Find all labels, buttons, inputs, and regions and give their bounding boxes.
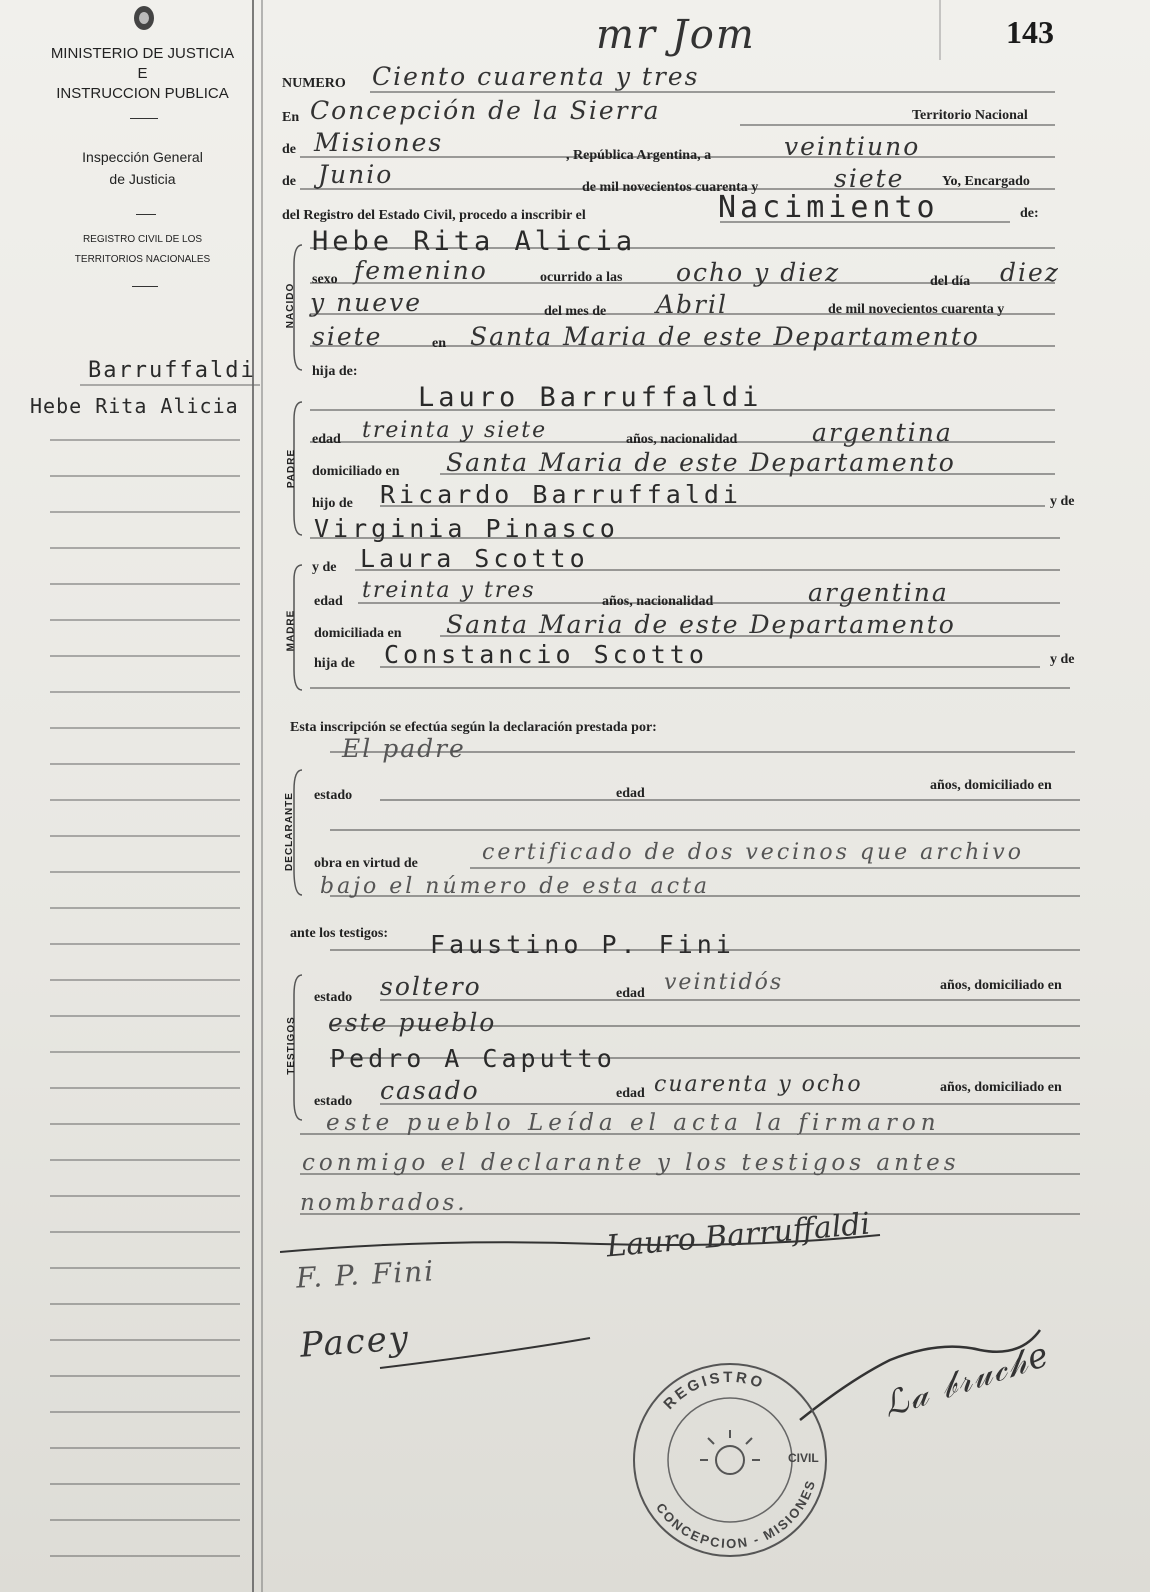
entry-nombre: Hebe Rita Alicia	[312, 226, 637, 257]
label-ante-testigos: ante los testigos:	[290, 926, 388, 941]
entry-anio: siete	[834, 164, 905, 193]
entry-padre-nacionalidad: argentina	[812, 418, 953, 447]
ministry-line: MINISTERIO DE JUSTICIA	[50, 45, 235, 62]
entry-cierre2: conmigo el declarante y los testigos antes	[302, 1150, 960, 1176]
official-signature: ℒ𝒶 𝒷𝓇𝓊𝒸𝒽𝑒	[878, 1334, 1056, 1426]
section-label-padre: PADRE	[286, 448, 298, 489]
registry-line: REGISTRO CIVIL DE LOS	[82, 234, 203, 245]
entry-testigo2-edad: cuarenta y ocho	[654, 1072, 863, 1097]
stamp-bottom-text: CONCEPCION - MISIONES	[653, 1477, 819, 1552]
ministry-line: E	[137, 65, 148, 82]
entry-madre-nombre: Laura Scotto	[360, 544, 589, 573]
label-y-de: y de	[1050, 652, 1075, 667]
entry-mes: Junio	[318, 160, 394, 189]
inspection-line: de Justicia	[109, 171, 176, 187]
section-label-madre: MADRE	[285, 609, 297, 652]
label-domiciliado-en: domiciliado en	[312, 464, 400, 479]
label-en: en	[432, 336, 446, 351]
entry-testigo2: Pedro A Caputto	[330, 1044, 616, 1073]
label-edad: edad	[314, 594, 343, 609]
label-en: En	[282, 110, 300, 125]
entry-madre-domicilio: Santa Maria de este Departamento	[446, 610, 956, 639]
registry-stamp	[630, 1338, 830, 1592]
label-estado: estado	[314, 788, 353, 803]
label-republica: , República Argentina, a	[566, 148, 712, 163]
entry-madre-edad: treinta y tres	[362, 578, 536, 603]
entry-lugar: Concepción de la Sierra	[310, 96, 661, 125]
entry-testigo1-edad: veintidós	[664, 970, 784, 995]
entry-abuelo-materno: Constancio Scotto	[384, 640, 708, 669]
registry-line: TERRITORIOS NACIONALES	[74, 254, 211, 265]
label-estado: estado	[314, 990, 353, 1005]
svg-text:REGISTRO	[660, 1369, 767, 1413]
stamp-top-text: REGISTRO	[660, 1368, 768, 1413]
label-edad: edad	[616, 786, 645, 801]
entry-testigo1-estado: soltero	[380, 972, 482, 1001]
entry-lugar-nac: Santa Maria de este Departamento	[470, 322, 980, 351]
label-y-de: y de	[312, 560, 337, 575]
entry-testigo2-estado: casado	[380, 1076, 480, 1105]
father-signature: Lauro Barruffaldi	[604, 1206, 872, 1265]
margin-surname: Barruffaldi	[88, 358, 256, 383]
margin-names: Hebe Rita Alicia	[30, 394, 239, 418]
entry-cierre1: este pueblo Leída el acta la firmaron	[326, 1110, 941, 1136]
entry-testigo1: Faustino P. Fini	[430, 930, 735, 959]
ministry-line: INSTRUCCION PUBLICA	[56, 85, 229, 102]
entry-numero: Ciento cuarenta y tres	[372, 62, 700, 91]
label-anos-domiciliado: años, domiciliado en	[940, 978, 1062, 993]
entry-abuela-paterna: Virginia Pinasco	[314, 514, 619, 543]
entry-hora: ocho y diez	[676, 258, 841, 287]
label-hija-de: hija de	[314, 656, 355, 671]
entry-padre-domicilio: Santa Maria de este Departamento	[446, 448, 956, 477]
section-label-nacido: NACIDO	[285, 282, 297, 329]
label-del-dia: del día	[930, 274, 971, 289]
label-yo-encargado: Yo, Encargado	[942, 174, 1030, 189]
entry-padre-nombre: Lauro Barruffaldi	[418, 382, 763, 413]
label-anos-nacionalidad: años, nacionalidad	[602, 594, 714, 609]
label-edad: edad	[312, 432, 341, 447]
section-label-declarante: DECLARANTE	[283, 792, 295, 871]
entry-testigo1-domicilio: este pueblo	[328, 1008, 497, 1037]
label-hija-de: hija de:	[312, 364, 358, 379]
label-de-mil: de mil novecientos cuarenta y	[582, 180, 759, 195]
entry-territorio: Misiones	[314, 128, 444, 157]
label-sexo: sexo	[312, 272, 338, 287]
label-y-de: y de	[1050, 494, 1075, 509]
label-territorio: Territorio Nacional	[912, 108, 1028, 123]
entry-sexo: femenino	[354, 256, 488, 285]
page-number: 143	[1006, 14, 1054, 50]
second-signature: Pacey	[298, 1318, 412, 1366]
entry-obra-virtud: certificado de dos vecinos que archivo bajo el número de esta acta	[320, 840, 1024, 899]
label-de: de	[282, 142, 296, 157]
entry-declarante: El padre	[342, 734, 466, 763]
entry-abuelo-paterno: Ricardo Barruffaldi	[380, 480, 742, 509]
sun-emblem-icon	[700, 1430, 760, 1474]
entry-cierre3: nombrados.	[300, 1190, 468, 1216]
label-ocurrido: ocurrido a las	[540, 270, 623, 285]
label-inscripcion: Esta inscripción se efectúa según la declaración prestada por:	[290, 720, 657, 735]
label-obra: obra en virtud de	[314, 856, 418, 871]
label-edad: edad	[616, 1086, 645, 1101]
label-domiciliada-en: domiciliada en	[314, 626, 402, 641]
label-numero: NUMERO	[282, 76, 346, 91]
entry-padre-edad: treinta y siete	[362, 418, 548, 443]
entry-madre-nacionalidad: argentina	[808, 578, 949, 607]
label-anos-domiciliado: años, domiciliado en	[940, 1080, 1062, 1095]
label-del-mes: del mes de	[544, 304, 607, 319]
label-anos-domiciliado: años, domiciliado en	[930, 778, 1052, 793]
entry-dia-nac2: y nueve	[310, 288, 422, 317]
label-edad: edad	[616, 986, 645, 1001]
label-estado: estado	[314, 1094, 353, 1109]
label-de: de	[282, 174, 296, 189]
entry-dia: veintiuno	[784, 132, 921, 161]
entry-mes-nac: Abril	[656, 290, 728, 319]
label-anos-nacionalidad: años, nacionalidad	[626, 432, 738, 447]
label-de-colon: de:	[1020, 206, 1039, 221]
witness-signature: F. P. Fini	[295, 1254, 436, 1295]
entry-anio-nac: siete	[312, 322, 383, 351]
label-hijo-de: hijo de	[312, 496, 353, 511]
section-label-testigos: TESTIGOS	[285, 1016, 297, 1075]
entry-acto: Nacimiento	[718, 190, 939, 225]
entry-dia-nac: diez	[1000, 258, 1060, 287]
inspection-line: Inspección General	[82, 149, 203, 165]
label-de-mil: de mil novecientos cuarenta y	[828, 302, 1005, 317]
top-signature: mr Jom	[596, 12, 756, 58]
stamp-side-text: CIVIL	[788, 1451, 819, 1465]
label-del-registro: del Registro del Estado Civil, procedo a inscribir el	[282, 208, 586, 223]
